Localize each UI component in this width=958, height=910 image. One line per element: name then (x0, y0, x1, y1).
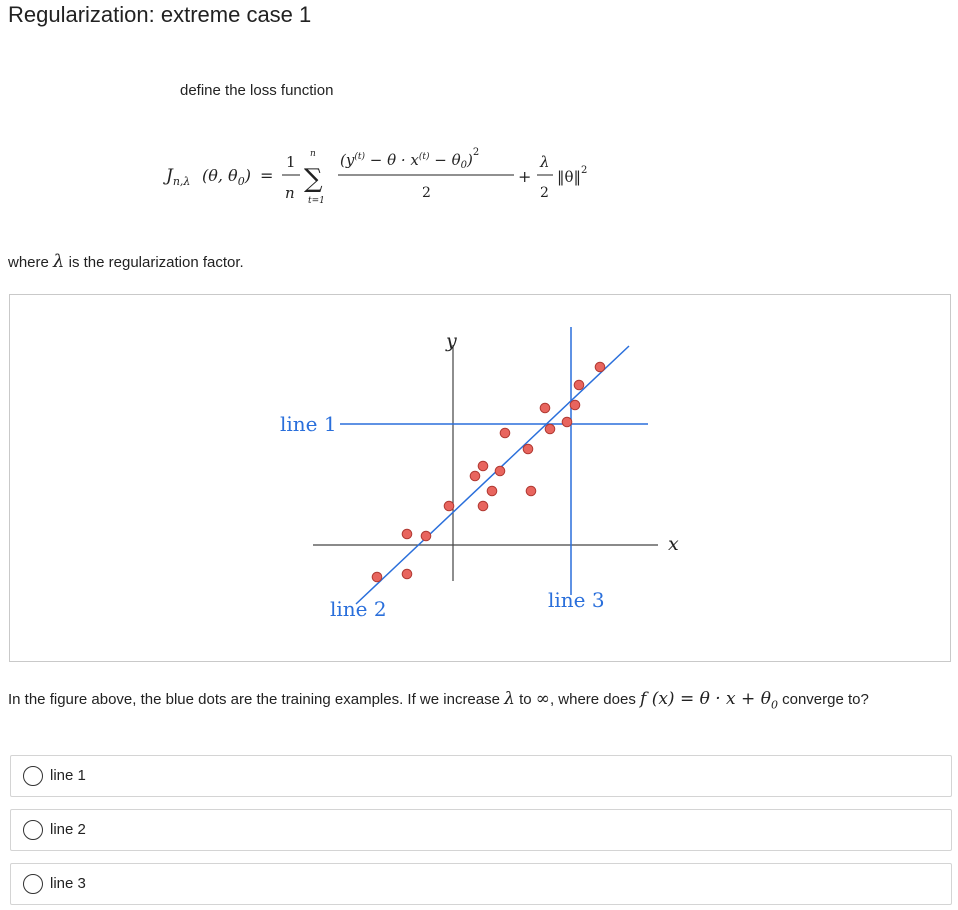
training-dot (526, 486, 536, 496)
training-dot (372, 572, 382, 582)
formula-args-end: ) (244, 166, 251, 185)
formula-args: (θ, θ (202, 166, 238, 185)
training-dot (570, 400, 580, 410)
training-dot (444, 501, 454, 511)
training-dot (595, 362, 605, 372)
formula-two: 2 (422, 185, 431, 201)
svg-text:‖θ‖2 (557, 165, 587, 186)
formula-lambda: λ (540, 153, 550, 171)
line-3-label: line 3 (548, 588, 605, 612)
question-text-d: converge to? (777, 691, 869, 708)
training-dot (402, 569, 412, 579)
option-label: line 3 (50, 875, 86, 892)
where-prefix: where (8, 254, 54, 271)
training-dot (495, 466, 505, 476)
question-text (8, 688, 953, 716)
question-text-b: to (514, 691, 536, 708)
where-suffix: is the regularization factor. (64, 254, 244, 271)
loss-formula (160, 138, 640, 214)
formula-theta0-sub: 0 (460, 160, 468, 171)
formula-square: 2 (472, 147, 480, 158)
option-line-3[interactable] (10, 863, 952, 905)
svg-text:Jn,λ (163, 166, 190, 188)
regression-figure (10, 295, 950, 661)
training-dot (421, 531, 431, 541)
formula-num-close: ) (467, 151, 473, 169)
formula-lhs-sub: n,λ (172, 175, 191, 188)
intro-text: define the loss function (180, 82, 334, 99)
question-text-c: , where does (549, 691, 641, 708)
svg-text:(θ, θ0) (202, 166, 251, 188)
question-function (640, 689, 778, 712)
x-axis-label: x (668, 533, 679, 555)
where-lambda: λ (53, 251, 65, 272)
formula-sum: ∑ (304, 164, 323, 194)
formula-sum-bottom: t=1 (308, 196, 325, 206)
training-dot (402, 529, 412, 539)
radio-button[interactable] (23, 766, 43, 786)
training-dot (478, 461, 488, 471)
option-label: line 2 (50, 821, 86, 838)
formula-norm: ‖θ‖ (557, 168, 582, 186)
radio-button[interactable] (23, 874, 43, 894)
line-2 (356, 346, 629, 604)
training-dot (540, 403, 550, 413)
formula-norm-sq: 2 (581, 165, 588, 176)
y-axis-label: y (446, 330, 457, 352)
training-dots (372, 362, 605, 582)
question-text-a: In the figure above, the blue dots are the training examples. If we increase (8, 691, 505, 708)
formula-two-b: 2 (540, 185, 549, 201)
option-label: line 1 (50, 767, 86, 784)
training-dot (523, 444, 533, 454)
training-dot (470, 471, 480, 481)
radio-button[interactable] (23, 820, 43, 840)
training-dot (545, 424, 555, 434)
formula-plus: + (518, 167, 532, 186)
formula-sup-t2: (t) (418, 152, 430, 162)
question-lambda: λ (504, 689, 515, 709)
option-line-1[interactable] (10, 755, 952, 797)
formula-sup-t1: (t) (354, 152, 365, 162)
page-title: Regularization: extreme case 1 (8, 2, 312, 27)
line-2-label: line 2 (330, 597, 387, 621)
formula-sum-top: n (310, 149, 316, 159)
svg-text:(y(t) − θ · x(t) − θ0)2 (340, 147, 479, 171)
formula-lhs: J (166, 166, 173, 186)
training-dot (562, 417, 572, 427)
question-func: f (x) = θ · x + θ (640, 689, 771, 709)
question-func-sub: 0 (770, 698, 778, 712)
training-dot (478, 501, 488, 511)
figure-box (9, 294, 951, 662)
training-dot (574, 380, 584, 390)
line-1-label: line 1 (280, 412, 337, 436)
training-dot (487, 486, 497, 496)
option-line-2[interactable] (10, 809, 952, 851)
training-dot (500, 428, 510, 438)
formula-args-sub: 0 (237, 175, 245, 188)
formula-n: n (285, 184, 295, 202)
formula-num-open: (y (340, 151, 355, 169)
formula-num-mid: − θ · x (364, 151, 419, 169)
formula-num-end: − θ (429, 151, 461, 169)
question-infinity: ∞ (535, 689, 550, 709)
where-text (8, 251, 244, 272)
formula-one: 1 (286, 153, 296, 171)
formula-equals: = (260, 166, 274, 185)
